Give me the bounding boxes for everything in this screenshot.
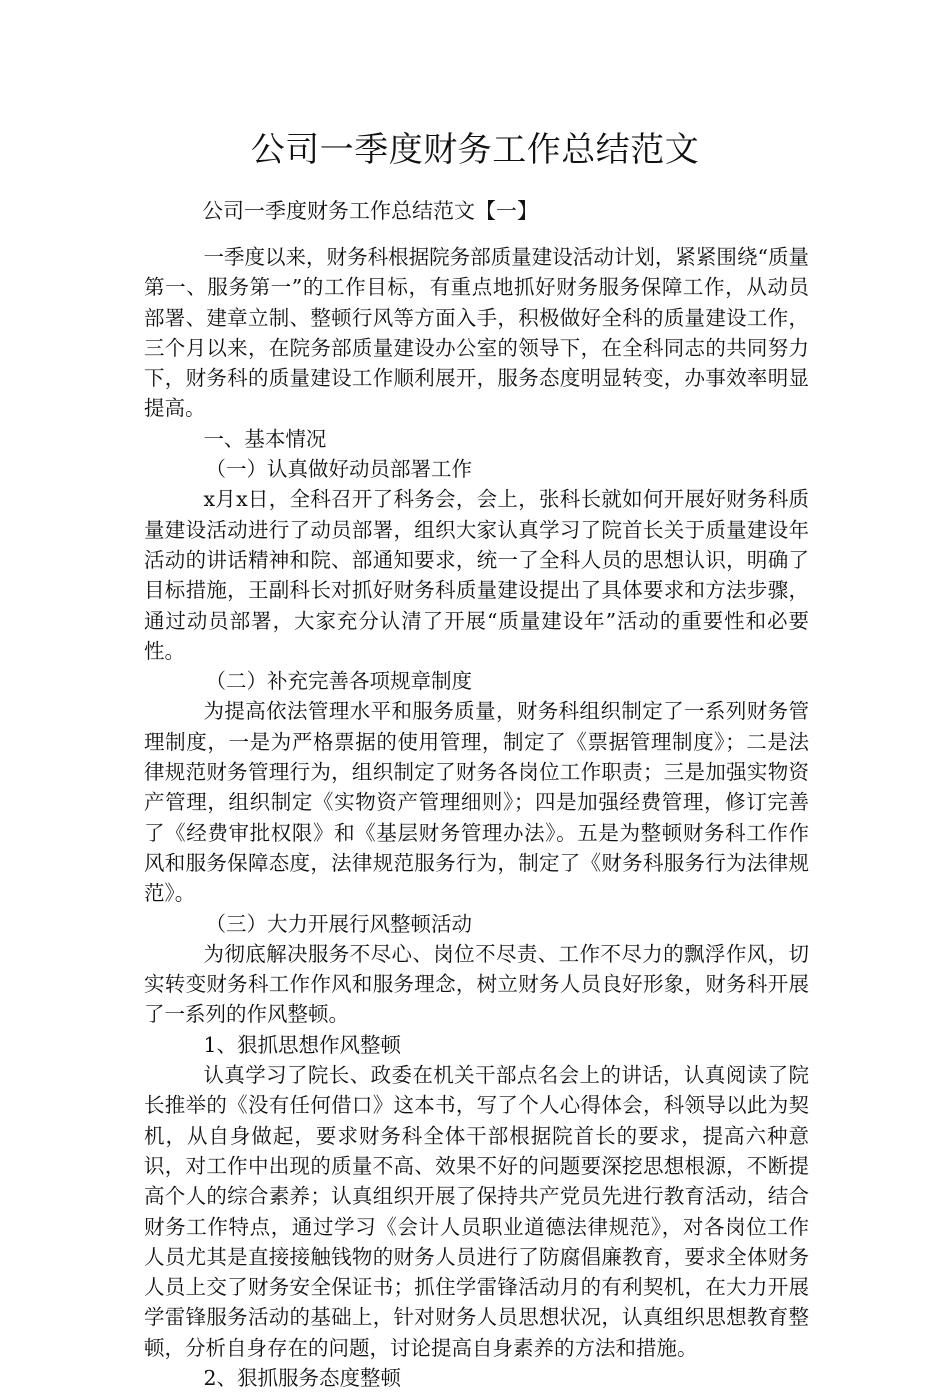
intro-paragraph: 一季度以来，财务科根据院务部质量建设活动计划，紧紧围绕“质量第一、服务第一”的工作目标，有重点地抓好财务服务保障工作，从动员部署、建章立制、整顿行风等方面入手，积极做好全科的质量建设工作，三个月以来，在院务部质量建设办公室的领导下，在全科同志的共同努力下，财务科的质量建设工作顺利展开，服务态度明显转变，办事效率明显提高。 xyxy=(144,245,809,421)
document-body xyxy=(144,242,809,1393)
paragraph-regulations: 为提高依法管理水平和服务质量，财务科组织制定了一系列财务管理制度，一是为严格票据的使用管理，制定了《票据管理制度》；二是法律规范财务管理行为，组织制定了财务各岗位工作职责；三是加强实物资产管理，组织制定《实物资产管理细则》；四是加强经费管理，修订完善了《经费审批权限》和《基层财务管理办法》。五是为整顿财务科工作作风和服务保障态度，法律规范服务行为，制定了《财务科服务行为法律规范》。 xyxy=(144,699,809,906)
paragraph-conduct-rectification: 为彻底解决服务不尽心、岗位不尽责、工作不尽力的飘浮作风，切实转变财务科工作作风和服务理念，树立财务人员良好形象，财务科开展了一系列的作风整顿。 xyxy=(144,941,809,1027)
section-heading-basic-situation: 一、基本情况 xyxy=(203,426,327,451)
item-heading-thought-style: 1、狠抓思想作风整顿 xyxy=(203,1032,401,1057)
subsection-heading-regulations: （二）补充完善各项规章制度 xyxy=(205,669,472,694)
document-title: 公司一季度财务工作总结范文 xyxy=(250,130,700,170)
subsection-heading-mobilization: （一）认真做好动员部署工作 xyxy=(205,457,472,482)
document-subtitle: 公司一季度财务工作总结范文【一】 xyxy=(202,199,538,223)
item-heading-service-attitude: 2、狠抓服务态度整顿 xyxy=(203,1365,401,1390)
paragraph-mobilization: x月x日，全科召开了科务会，会上，张科长就如何开展好财务科质量建设活动进行了动员部署，组织大家认真学习了院首长关于质量建设年活动的讲话精神和院、部通知要求，统一了全科人员的思想认识，明确了目标措施，王副科长对抓好财务科质量建设提出了具体要求和方法步骤，通过动员部署，大家充分认清了开展“质量建设年”活动的重要性和必要性。 xyxy=(144,487,809,663)
subsection-heading-conduct-rectification: （三）大力开展行风整顿活动 xyxy=(205,911,472,936)
paragraph-thought-style: 认真学习了院长、政委在机关干部点名会上的讲话，认真阅读了院长推举的《没有任何借口》这本书，写了个人心得体会，科领导以此为契机，从自身做起，要求财务科全体干部根据院首长的要求，提高六种意识，对工作中出现的质量不高、效果不好的问题要深挖思想根源，不断提高个人的综合素养；认真组织开展了保持共产党员先进行教育活动，结合财务工作特点，通过学习《会计人员职业道德法律规范》，对各岗位工作人员尤其是直接接触钱物的财务人员进行了防腐倡廉教育，要求全体财务人员上交了财务安全保证书；抓住学雷锋活动月的有利契机，在大力开展学雷锋服务活动的基础上，针对财务人员思想状况，认真组织思想教育整顿，分析自身存在的问题，讨论提高自身素养的方法和措施。 xyxy=(144,1063,809,1360)
